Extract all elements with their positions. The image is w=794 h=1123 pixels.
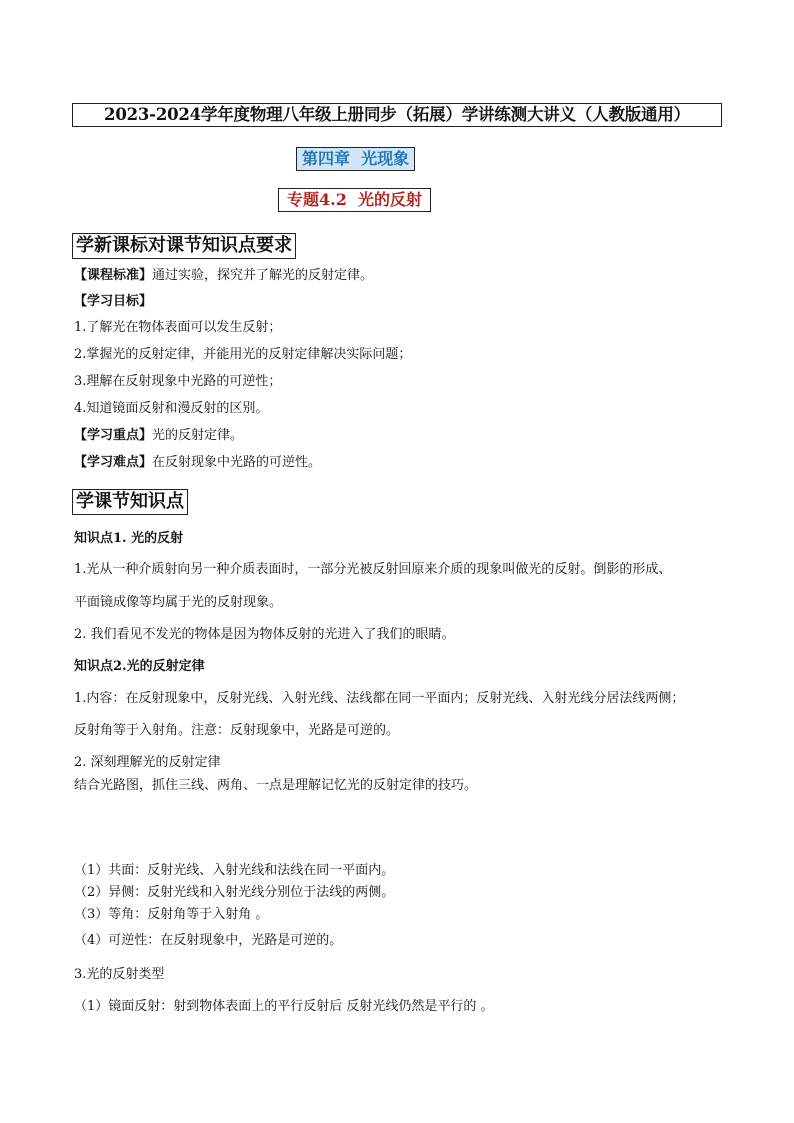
learning-goal: 4.知道镜面反射和漫反射的区别。 xyxy=(74,401,269,416)
course-standard-text: 通过实验，探究并了解光的反射定律。 xyxy=(152,268,374,283)
difficulty-point xyxy=(74,454,321,472)
paragraph: 结合光路图，抓住三线、两角、一点是理解记忆光的反射定律的技巧。 xyxy=(74,778,478,793)
list-item: （2）异侧：反射光线和入射光线分别位于法线的两侧。 xyxy=(74,885,395,900)
list-item: （3）等角：反射角等于入射角 。 xyxy=(74,907,269,922)
difficulty-point-tag: 【学习难点】 xyxy=(74,455,153,470)
difficulty-point-text: 在反射现象中光路的可逆性。 xyxy=(152,455,322,470)
key-point xyxy=(74,427,243,445)
paragraph: 1.内容：在反射现象中，反射光线、入射光线、法线都在同一平面内；反射光线、入射光线分居法线两侧； xyxy=(74,691,685,706)
paragraph: 2. 深刻理解光的反射定律 xyxy=(74,755,221,770)
course-standard xyxy=(74,267,373,285)
paragraph: 反射角等于入射角。注意：反射现象中，光路是可逆的。 xyxy=(74,723,400,738)
learning-goal: 2.掌握光的反射定律，并能用光的反射定律解决实际问题； xyxy=(74,347,412,362)
section-heading-knowledge: 学课节知识点 xyxy=(72,489,188,515)
knowledge-point-1-title: 知识点1. 光的反射 xyxy=(74,531,184,546)
list-item: （1）共面：反射光线、入射光线和法线在同一平面内。 xyxy=(74,863,395,878)
document-title: 2023-2024学年度物理八年级上册同步（拓展）学讲练测大讲义（人教版通用） xyxy=(72,103,722,127)
key-point-tag: 【学习重点】 xyxy=(74,428,153,443)
learning-goal: 1.了解光在物体表面可以发生反射； xyxy=(74,320,282,335)
knowledge-point-2-title: 知识点2.光的反射定律 xyxy=(74,659,205,674)
section-heading-requirements: 学新课标对课节知识点要求 xyxy=(72,233,296,259)
list-item: （4）可逆性：在反射现象中，光路是可逆的。 xyxy=(74,933,343,948)
list-item: （1）镜面反射：射到物体表面上的平行反射后 反射光线仍然是平行的 。 xyxy=(74,999,494,1014)
knowledge-point-3-title: 3.光的反射类型 xyxy=(74,967,165,982)
key-point-text: 光的反射定律。 xyxy=(152,428,244,443)
paragraph: 1.光从一种介质射向另一种介质表面时，一部分光被反射回原来介质的现象叫做光的反射。倒影的形成、 xyxy=(74,562,672,577)
course-standard-tag: 【课程标准】 xyxy=(74,268,153,283)
topic-title: 专题4.2 光的反射 xyxy=(278,188,431,212)
learning-goal: 3.理解在反射现象中光路的可逆性； xyxy=(74,374,282,389)
learning-goals-tag: 【学习目标】 xyxy=(74,294,153,309)
paragraph: 平面镜成像等均属于光的反射现象。 xyxy=(74,595,283,610)
chapter-title: 第四章 光现象 xyxy=(296,147,415,171)
paragraph: 2. 我们看见不发光的物体是因为物体反射的光进入了我们的眼睛。 xyxy=(74,627,455,642)
